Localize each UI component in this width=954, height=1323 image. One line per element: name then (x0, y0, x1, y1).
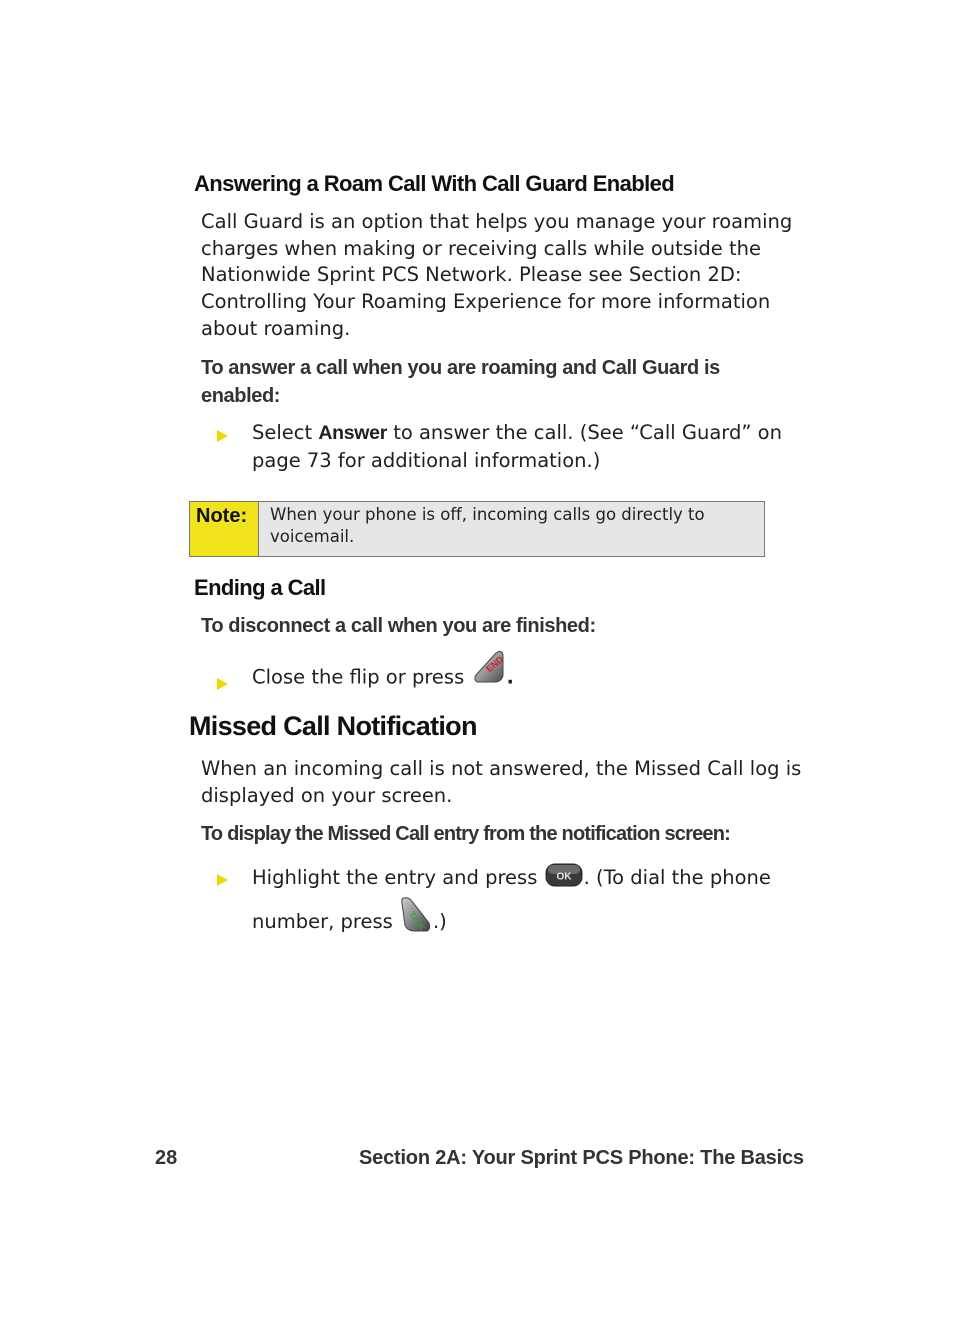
roam-paragraph (201, 209, 792, 343)
talk-key-label: TALK (407, 909, 427, 933)
bullet-text: to answer the call. (See “Call Guard” on (387, 421, 782, 444)
roam-bullet (252, 419, 782, 474)
missed-bullet (252, 863, 771, 940)
answer-softkey-label: Answer (318, 422, 387, 444)
paragraph-line: Controlling Your Roaming Experience for more information (201, 290, 771, 314)
roam-heading: Answering a Roam Call With Call Guard Enabled (194, 171, 675, 196)
ending-instruction: To disconnect a call when you are finished: (201, 615, 596, 637)
note-line: voicemail. (270, 527, 355, 546)
paragraph-line: Nationwide Sprint PCS Network. Please see Section 2D: (201, 263, 742, 287)
paragraph-line: displayed on your screen. (201, 783, 453, 807)
instruction-line: enabled: (201, 385, 281, 407)
bullet-text: . (506, 665, 514, 689)
note-text (270, 504, 705, 548)
ok-key-icon (545, 863, 583, 894)
bullet-text: page 73 for additional information.) (252, 449, 601, 472)
bullet-arrow-icon (217, 874, 228, 886)
roam-instruction (201, 354, 720, 410)
instruction-line: To answer a call when you are roaming and Call Guard is (201, 357, 720, 379)
missed-heading: Missed Call Notification (189, 711, 477, 741)
bullet-text: . (To dial the phone (583, 866, 771, 889)
ending-heading: Ending a Call (194, 575, 326, 600)
paragraph-line: When an incoming call is not answered, the Missed Call log is (201, 757, 802, 780)
note-box (189, 501, 765, 557)
talk-key-icon (399, 895, 433, 940)
paragraph-line: Call Guard is an option that helps you manage your roaming (201, 210, 793, 233)
bullet-arrow-icon (217, 678, 228, 690)
missed-instruction: To display the Missed Call entry from the notification screen: (201, 823, 731, 845)
bullet-text: Close the flip or press (252, 665, 471, 689)
bullet-arrow-icon (217, 430, 228, 442)
ok-key-label: OK (556, 871, 572, 883)
bullet-text: Highlight the entry and press (252, 866, 544, 889)
footer-section-title: Section 2A: Your Sprint PCS Phone: The Basics (359, 1147, 804, 1169)
end-key-icon (472, 649, 506, 699)
note-label: Note: (190, 502, 259, 556)
paragraph-line: charges when making or receiving calls while outside the (201, 236, 761, 260)
ending-bullet (252, 654, 514, 699)
bullet-text: .) (432, 910, 447, 933)
bullet-text: number, press (252, 910, 399, 933)
end-key-label: END (484, 654, 506, 675)
paragraph-line: about roaming. (201, 316, 351, 340)
missed-paragraph (201, 756, 801, 809)
note-line: When your phone is off, incoming calls go directly to (270, 505, 705, 524)
page-number: 28 (155, 1147, 178, 1169)
bullet-text: Select (252, 421, 319, 444)
